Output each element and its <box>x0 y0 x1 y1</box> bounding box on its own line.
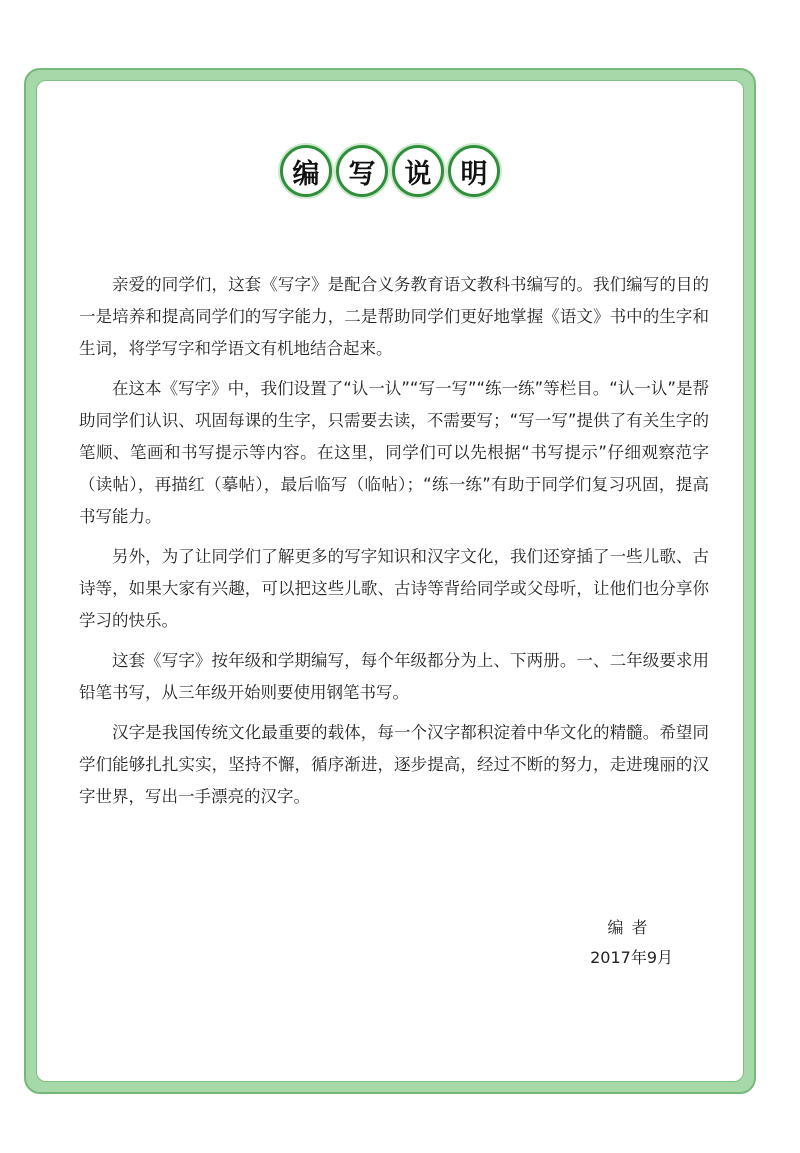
paragraph-sections: 在这本《写字》中，我们设置了“认一认”“写一写”“练一练”等栏目。“认一认”是帮助同学们认识、巩固每课的生字，只需要去读，不需要写；“写一写”提供了有关生字的笔顺、笔画和书写提示等内容。在这里，同学们可以先根据“书写提示”仔细观察范字（读帖），再描红（摹帖），最后临写（临帖）；“练一练”有助于同学们复习巩固，提高书写能力。 <box>79 379 709 526</box>
signature-author: 编者 <box>607 918 656 937</box>
title-char: 说 <box>392 145 444 197</box>
page-content <box>36 80 744 1082</box>
page-frame <box>24 68 756 1094</box>
paragraph-extras: 另外，为了让同学们了解更多的写字知识和汉字文化，我们还穿插了一些儿歌、古诗等，如果大家有兴趣，可以把这些儿歌、古诗等背给同学或父母听，让他们也分享你学习的快乐。 <box>79 547 709 630</box>
paragraph-intro: 亲爱的同学们，这套《写字》是配合义务教育语文教科书编写的。我们编写的目的一是培养和提高同学们的写字能力，二是帮助同学们更好地掌握《语文》书中的生字和生词，将学写字和学语文有机地结合起来。 <box>79 275 709 358</box>
title-char: 明 <box>448 145 500 197</box>
page-title <box>37 145 743 197</box>
paragraph-closing: 汉字是我国传统文化最重要的载体，每一个汉字都积淀着中华文化的精髓。希望同学们能够扎扎实实，坚持不懈，循序渐进，逐步提高，经过不断的努力，走进瑰丽的汉字世界，写出一手漂亮的汉字。 <box>79 723 709 806</box>
body-text <box>79 269 709 821</box>
paragraph-structure: 这套《写字》按年级和学期编写，每个年级都分为上、下两册。一、二年级要求用铅笔书写，从三年级开始则要使用钢笔书写。 <box>79 651 709 702</box>
signature <box>590 913 673 973</box>
title-char: 编 <box>280 145 332 197</box>
title-char: 写 <box>336 145 388 197</box>
signature-date: 2017年9月 <box>590 948 673 967</box>
